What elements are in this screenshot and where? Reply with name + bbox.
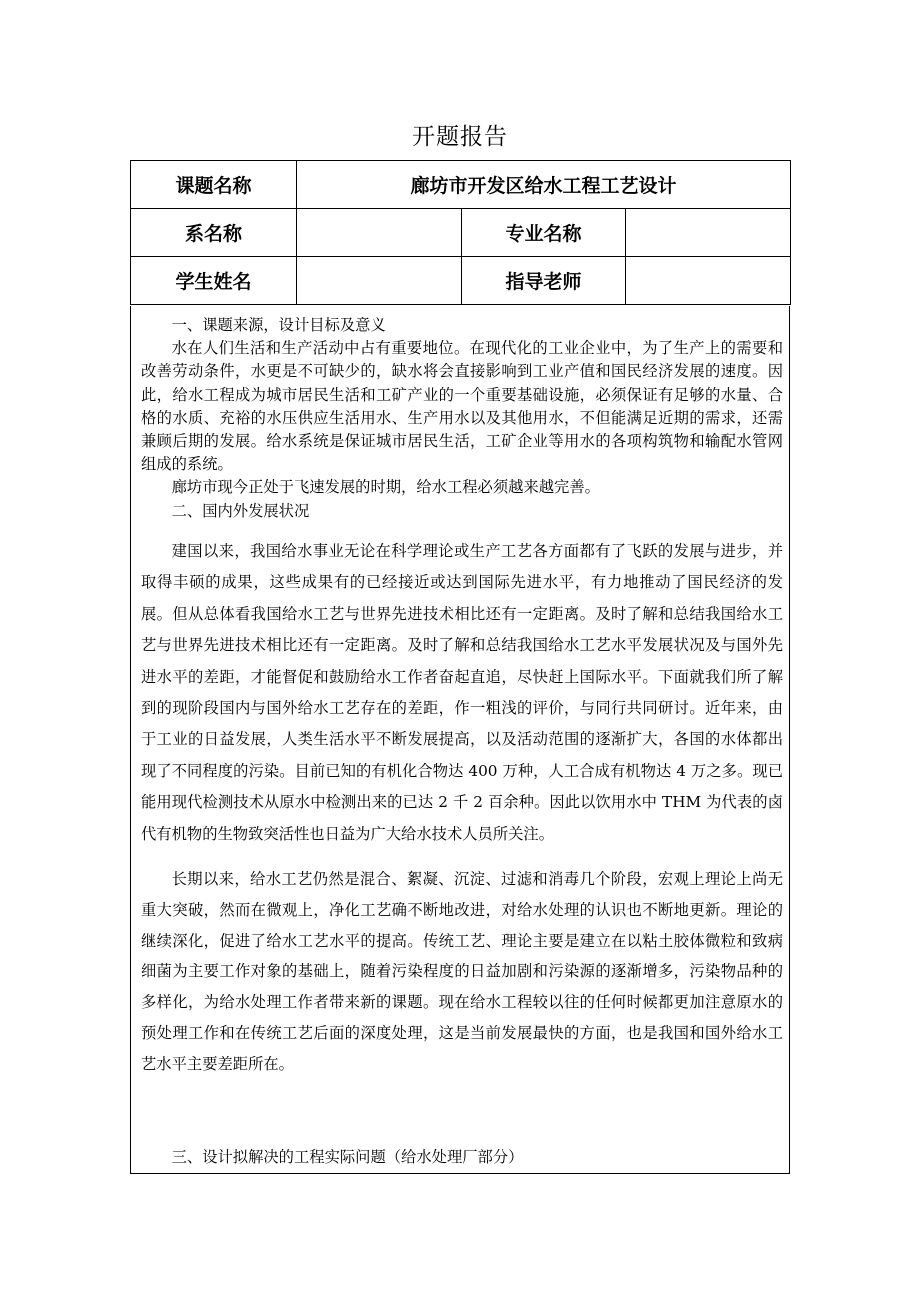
advisor-label: 指导老师 <box>462 257 626 305</box>
major-value[interactable] <box>626 209 791 257</box>
dept-row <box>131 209 791 257</box>
section-1-heading: 一、课题来源，设计目标及意义 <box>171 316 386 334</box>
section-1-paragraph-2: 廊坊市现今正处于飞速发展的时期，给水工程必须越来越完善。 <box>171 478 600 497</box>
section-2-body-2 <box>141 864 783 1080</box>
section-1 <box>141 314 783 523</box>
info-table <box>130 160 791 305</box>
topic-row <box>131 161 791 209</box>
section-2-heading: 二、国内外发展状况 <box>171 501 310 520</box>
section-2-body-1 <box>141 536 783 850</box>
topic-label: 课题名称 <box>131 161 297 209</box>
report-content-box <box>130 306 790 1174</box>
major-label: 专业名称 <box>462 209 626 257</box>
section-3 <box>141 1146 783 1169</box>
dept-label: 系名称 <box>131 209 297 257</box>
section-1-paragraph-1: 水在人们生活和生产活动中占有重要地位。在现代化的工业企业中，为了生产上的需要和改善劳动条件，水更是不可缺少的，缺水将会直接影响到工业产值和国民经济发展的速度。因此，给水工程成为城市居民生活和工矿产业的一个重要基础设施，必须保证有足够的水量、合格的水质、充裕的水压供应生活用水、生产用水以及其他用水，不但能满足近期的需求，还需兼顾后期的发展。给水系统是保证城市居民生活，工矿企业等用水的各项构筑物和输配水管网组成的系统。 <box>141 339 783 474</box>
student-value[interactable] <box>297 257 462 305</box>
student-label: 学生姓名 <box>131 257 297 305</box>
topic-value: 廊坊市开发区给水工程工艺设计 <box>297 161 791 209</box>
page-title: 开题报告 <box>412 124 508 150</box>
dept-value[interactable] <box>297 209 462 257</box>
section-3-heading: 三、设计拟解决的工程实际问题（给水处理厂部分） <box>171 1148 524 1166</box>
section-2-paragraph-2: 长期以来，给水工艺仍然是混合、絮凝、沉淀、过滤和消毒几个阶段，宏观上理论上尚无重大突破，然而在微观上，净化工艺确不断地改进，对给水处理的认识也不断地更新。理论的继续深化，促进了给水工艺水平的提高。传统工艺、理论主要是建立在以粘土胶体微粒和致病细菌为主要工作对象的基础上，随着污染程度的日益加剧和污染源的逐渐增多，污染物品种的多样化，为给水处理工作者带来新的课题。现在给水工程较以往的任何时候都更加注意原水的预处理工作和在传统工艺后面的深度处理，这是当前发展最快的方面，也是我国和国外给水工艺水平主要差距所在。 <box>141 870 783 1073</box>
section-2-paragraph-1: 建国以来，我国给水事业无论在科学理论或生产工艺各方面都有了飞跃的发展与进步，并取得丰硕的成果，这些成果有的已经接近或达到国际先进水平，有力地推动了国民经济的发展。但从总体看我国给水工艺与世界先进技术相比还有一定距离。及时了解和总结我国给水工艺与世界先进技术相比还有一定距离。及时了解和总结我国给水工艺水平发展状况及与国外先进水平的差距，才能督促和鼓励给水工作者奋起直追，尽快赶上国际水平。下面就我们所了解到的现阶段国内与国外给水工艺存在的差距，作一粗浅的评价，与同行共同研讨。近年来，由于工业的日益发展，人类生活水平不断发展提高，以及活动范围的逐渐扩大，各国的水体都出现了不同程度的污染。目前已知的有机化合物达 400 万种，人工合成有机物达 4 万之多。现已能用现代检测技术从原水中检测出来的已达 2 千 2 百余种。因此以饮用水中 THM 为代表的卤代有机物的生物致突活性也日益为广大给水技术人员所关注。 <box>141 542 783 843</box>
student-row <box>131 257 791 305</box>
advisor-value[interactable] <box>626 257 791 305</box>
